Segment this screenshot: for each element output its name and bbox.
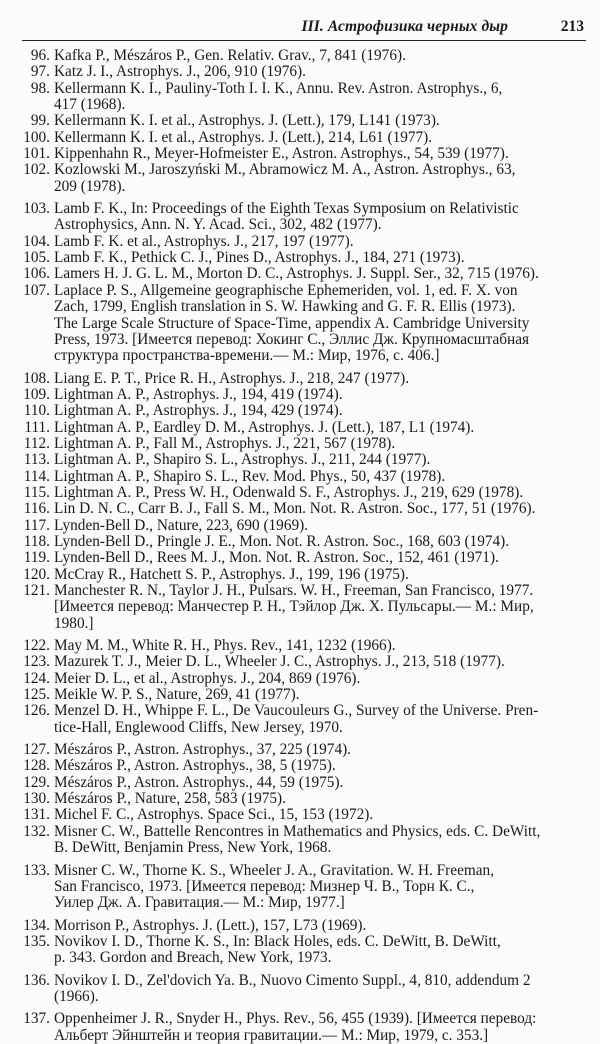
reference-text-line: Lamb F. K. et al., Astrophys. J., 217, 197 (1977). <box>54 232 354 250</box>
reference-number: 98. <box>30 79 50 97</box>
reference-number: 127. <box>23 741 50 759</box>
reference-number: 106. <box>23 265 50 283</box>
reference-item <box>22 452 586 468</box>
reference-number: 122. <box>23 637 50 655</box>
reference-number: 137. <box>23 1010 50 1028</box>
reference-number: 120. <box>23 565 50 583</box>
reference-number: 112. <box>23 434 50 452</box>
reference-number: 105. <box>23 249 50 267</box>
reference-item <box>22 550 586 566</box>
reference-item <box>22 687 586 703</box>
reference-number: 101. <box>23 145 50 163</box>
reference-text-line: Lightman A. P., Astrophys. J., 194, 419 (1974). <box>54 385 343 403</box>
reference-text-line: Mazurek T. J., Meier D. L., Wheeler J. C., Astrophys. J., 213, 518 (1977). <box>54 653 505 671</box>
reference-number: 134. <box>23 916 50 934</box>
reference-item <box>22 742 586 758</box>
reference-text-line: Lynden-Bell D., Nature, 223, 690 (1969). <box>54 516 309 534</box>
reference-text-line: Oppenheimer J. R., Snyder H., Phys. Rev., 56, 455 (1939). [Имеется перевод: <box>54 1010 537 1028</box>
reference-item <box>22 371 586 387</box>
chapter-title: III. Астрофизика черных дыр <box>301 18 508 35</box>
reference-item <box>22 824 586 857</box>
reference-text-line: May M. M., White R. H., Phys. Rev., 141, 1232 (1966). <box>54 637 396 655</box>
reference-item <box>22 420 586 436</box>
reference-text-line: Lynden-Bell D., Rees M. J., Mon. Not. R. Astron. Soc., 152, 461 (1971). <box>54 549 499 567</box>
reference-item <box>22 671 586 687</box>
reference-item <box>22 64 586 80</box>
reference-number: 116. <box>23 500 50 518</box>
reference-text-line: Astrophysics, Ann. N. Y. Acad. Sci., 302, 482 (1977). <box>54 216 382 234</box>
reference-number: 133. <box>23 861 50 879</box>
reference-number: 115. <box>23 483 50 501</box>
reference-item <box>22 534 586 550</box>
reference-number: 119. <box>23 549 50 567</box>
reference-number: 129. <box>23 773 50 791</box>
reference-text-line: Mészáros P., Nature, 258, 583 (1975). <box>54 790 286 808</box>
reference-text-line: Novikov I. D., Zel'dovich Ya. B., Nuovo Cimento Suppl., 4, 810, addendum 2 <box>54 971 531 989</box>
reference-text-line: Kozlowski M., Jaroszyński M., Abramowicz M. A., Astron. Astrophys., 63, <box>54 161 516 179</box>
reference-number: 97. <box>30 63 50 81</box>
reference-text-line: McCray R., Hatchett S. P., Astrophys. J., 199, 196 (1975). <box>54 565 409 583</box>
reference-item <box>22 973 586 1006</box>
reference-text-line: Misner C. W., Battelle Rencontres in Mathematics and Physics, eds. C. DeWitt, <box>54 822 541 840</box>
reference-text-line: Liang E. P. T., Price R. H., Astrophys. J., 218, 247 (1977). <box>54 369 410 387</box>
reference-item <box>22 501 586 517</box>
reference-text-line: Zach, 1799, English translation in S. W. Hawking and G. F. R. Ellis (1973). <box>54 298 516 316</box>
reference-number: 103. <box>23 200 50 218</box>
reference-item <box>22 567 586 583</box>
reference-item <box>22 81 586 114</box>
reference-item <box>22 48 586 64</box>
reference-item <box>22 234 586 250</box>
reference-number: 100. <box>23 128 50 146</box>
reference-item <box>22 654 586 670</box>
reference-item <box>22 485 586 501</box>
reference-item <box>22 758 586 774</box>
reference-text-line: Альберт Эйнштейн и теория гравитации.— М.: Мир, 1979, с. 353.] <box>54 1026 489 1044</box>
reference-text-line: Katz J. I., Astrophys. J., 206, 910 (1976). <box>54 63 306 81</box>
reference-item <box>22 518 586 534</box>
reference-number: 114. <box>23 467 50 485</box>
reference-number: 118. <box>23 532 50 550</box>
reference-text-line: Morrison P., Astrophys. J. (Lett.), 157, L73 (1969). <box>54 916 367 934</box>
reference-number: 136. <box>23 971 50 989</box>
reference-number: 121. <box>23 582 50 599</box>
running-header <box>22 16 586 41</box>
reference-number: 102. <box>23 161 50 179</box>
reference-number: 108. <box>23 369 50 387</box>
reference-number: 131. <box>23 806 50 824</box>
reference-text-line: Michel F. C., Astrophys. Space Sci., 15, 153 (1972). <box>54 806 374 824</box>
reference-text-line: Lightman A. P., Shapiro S. L., Rev. Mod. Phys., 50, 437 (1978). <box>54 467 446 485</box>
reference-number: 99. <box>30 112 50 130</box>
reference-text-line: Lightman A. P., Fall M., Astrophys. J., 221, 567 (1978). <box>54 434 396 452</box>
reference-item <box>22 807 586 823</box>
reference-text-line: структура пространства-времени.— М.: Мир, 1976, с. 406.] <box>54 347 440 365</box>
reference-item <box>22 146 586 162</box>
reference-text-line: Mészáros P., Astron. Astrophys., 37, 225 (1974). <box>54 741 352 759</box>
reference-number: 132. <box>23 822 50 840</box>
reference-item <box>22 403 586 419</box>
reference-number: 113. <box>23 451 50 469</box>
reference-text-line: Kellermann K. I. et al., Astrophys. J. (Lett.), 179, L141 (1973). <box>54 112 440 130</box>
reference-text-line: Kellermann K. I., Pauliny-Toth I. I. K., Annu. Rev. Astron. Astrophys., 6, <box>54 79 503 97</box>
reference-item <box>22 283 586 365</box>
reference-list <box>22 48 586 1044</box>
reference-number: 110. <box>23 402 50 420</box>
reference-text-line: Mészáros P., Astron. Astrophys., 44, 59 (1975). <box>54 773 344 791</box>
reference-number: 111. <box>24 418 50 436</box>
reference-text-line: 417 (1968). <box>54 96 126 114</box>
reference-text-line: Lightman A. P., Eardley D. M., Astrophys. J. (Lett.), 187, L1 (1974). <box>54 418 475 436</box>
reference-number: 104. <box>23 232 50 250</box>
reference-number: 124. <box>23 669 50 687</box>
reference-item <box>22 863 586 912</box>
reference-text-line: Laplace P. S., Allgemeine geographische Ephemeriden, vol. 1, ed. F. X. von <box>54 281 518 299</box>
reference-text-line: The Large Scale Structure of Space-Time, appendix A. Cambridge University <box>54 314 530 332</box>
reference-item <box>22 791 586 807</box>
reference-item <box>22 162 586 195</box>
reference-text-line: [Имеется перевод: Манчестер Р. Н., Тэйлор Дж. Х. Пульсары.— М.: Мир, <box>54 598 534 616</box>
reference-item <box>22 250 586 266</box>
reference-text-line: Menzel D. H., Whippe F. L., De Vaucouleurs G., Survey of the Universe. Pren- <box>54 702 539 720</box>
reference-text-line: (1966). <box>54 987 99 1005</box>
reference-number: 130. <box>23 790 50 808</box>
reference-item <box>22 387 586 403</box>
reference-text-line: Kafka P., Mészáros P., Gen. Relativ. Grav., 7, 841 (1976). <box>54 47 406 64</box>
reference-text-line: Lamb F. K., Pethick C. J., Pines D., Astrophys. J., 184, 271 (1973). <box>54 249 465 267</box>
reference-text-line: Lamb F. K., In: Proceedings of the Eighth Texas Symposium on Relativistic <box>54 200 519 218</box>
reference-number: 128. <box>23 757 50 775</box>
reference-number: 123. <box>23 653 50 671</box>
reference-item <box>22 775 586 791</box>
reference-item <box>22 703 586 736</box>
reference-text-line: tice-Hall, Englewood Cliffs, New Jersey, 1970. <box>54 718 343 736</box>
reference-text-line: Kippenhahn R., Meyer-Hofmeister E., Astron. Astrophys., 54, 539 (1977). <box>54 145 509 163</box>
reference-text-line: Lamers H. J. G. L. M., Morton D. C., Astrophys. J. Suppl. Ser., 32, 715 (1976). <box>54 265 539 283</box>
reference-text-line: Meier D. L., et al., Astrophys. J., 204, 869 (1976). <box>54 669 361 687</box>
reference-number: 107. <box>23 281 50 299</box>
reference-item <box>22 583 586 632</box>
reference-text-line: Press, 1973. [Имеется перевод: Хокинг С., Эллис Дж. Крупномасштабная <box>54 330 530 348</box>
reference-item <box>22 934 586 967</box>
reference-text-line: 1980.] <box>54 614 94 632</box>
reference-item <box>22 469 586 485</box>
reference-item <box>22 638 586 654</box>
reference-text-line: Lynden-Bell D., Pringle J. E., Mon. Not. R. Astron. Soc., 168, 603 (1974). <box>54 532 510 550</box>
reference-text-line: Misner C. W., Thorne K. S., Wheeler J. A., Gravitation. W. H. Freeman, <box>54 861 495 879</box>
reference-text-line: 209 (1978). <box>54 177 126 195</box>
reference-number: 109. <box>23 385 50 403</box>
reference-text-line: Novikov I. D., Thorne K. S., In: Black Holes, eds. C. DeWitt, B. DeWitt, <box>54 932 501 950</box>
reference-item <box>22 1011 586 1044</box>
reference-text-line: Meikle W. P. S., Nature, 269, 41 (1977). <box>54 686 300 704</box>
reference-number: 126. <box>23 702 50 720</box>
reference-text-line: B. DeWitt, Benjamin Press, New York, 1968. <box>54 839 332 857</box>
reference-item <box>22 436 586 452</box>
reference-text-line: Lightman A. P., Press W. H., Odenwald S. F., Astrophys. J., 219, 629 (1978). <box>54 483 524 501</box>
reference-item <box>22 113 586 129</box>
reference-text-line: Lightman A. P., Astrophys. J., 194, 429 (1974). <box>54 402 343 420</box>
reference-item <box>22 130 586 146</box>
reference-text-line: Mészáros P., Astron. Astrophys., 38, 5 (1975). <box>54 757 336 775</box>
reference-number: 117. <box>23 516 50 534</box>
reference-text-line: Kellermann K. I. et al., Astrophys. J. (Lett.), 214, L61 (1977). <box>54 128 433 146</box>
reference-text-line: p. 343. Gordon and Breach, New York, 1973. <box>54 949 332 967</box>
reference-text-line: Уилер Дж. А. Гравитация.— М.: Мир, 1977.] <box>54 894 345 912</box>
reference-text-line: San Francisco, 1973. [Имеется перевод: Мизнер Ч. В., Торн К. С., <box>54 877 475 895</box>
reference-item <box>22 266 586 282</box>
reference-text-line: Manchester R. N., Taylor J. H., Pulsars. W. H., Freeman, San Francisco, 1977. <box>54 582 534 599</box>
reference-item <box>22 918 586 934</box>
reference-text-line: Lin D. N. C., Carr B. J., Fall S. M., Mon. Not. R. Astron. Soc., 177, 51 (1976). <box>54 500 536 518</box>
reference-number: 135. <box>23 932 50 950</box>
reference-text-line: Lightman A. P., Shapiro S. L., Astrophys. J., 211, 244 (1977). <box>54 451 431 469</box>
page-number: 213 <box>560 18 584 35</box>
reference-number: 96. <box>30 47 50 64</box>
reference-number: 125. <box>23 686 50 704</box>
reference-item <box>22 201 586 234</box>
